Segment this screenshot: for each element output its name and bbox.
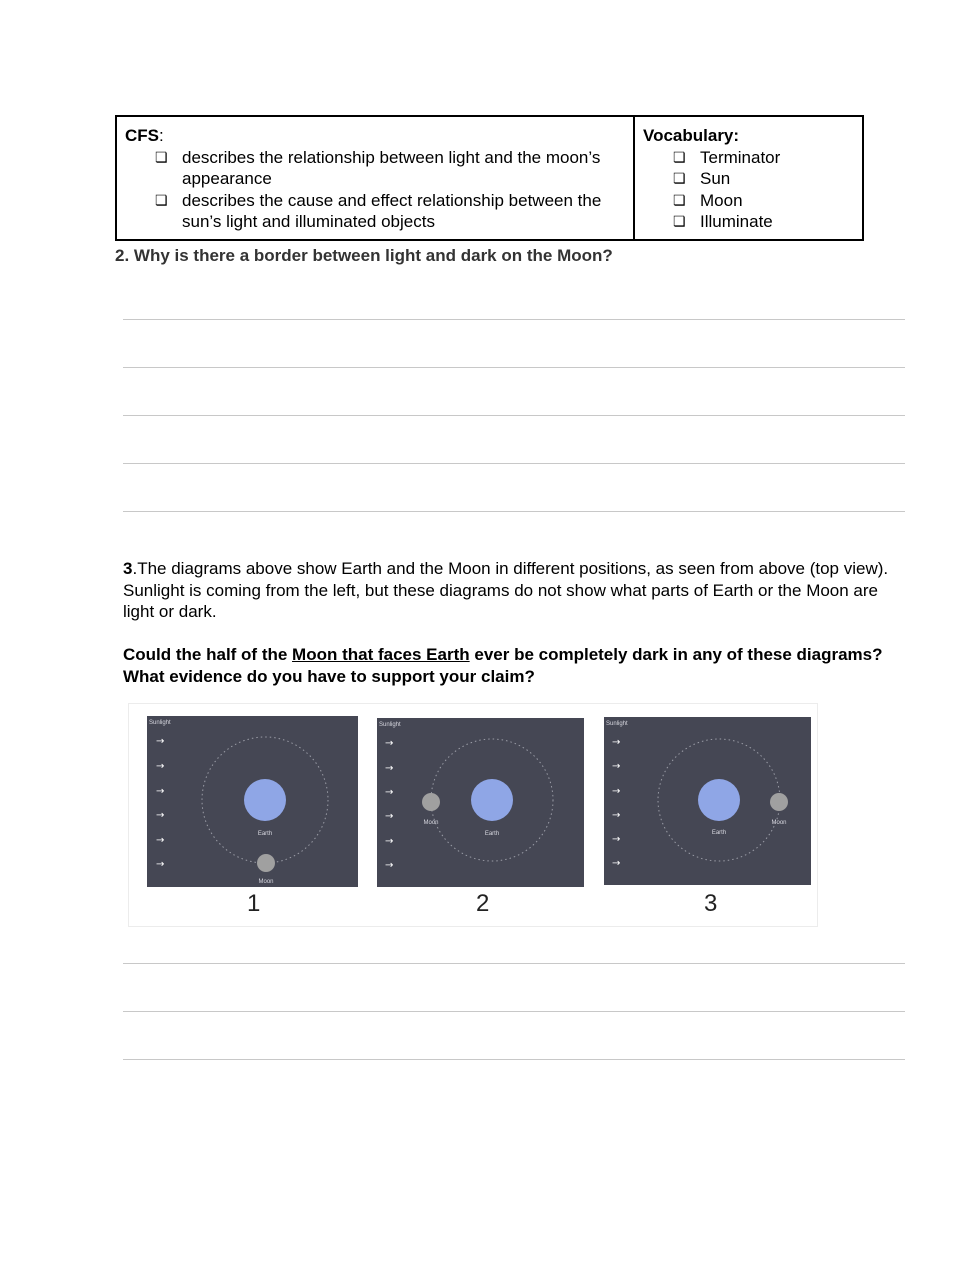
earth bbox=[698, 779, 740, 821]
sunlight-arrow-icon: → bbox=[385, 811, 394, 822]
vocabulary-column bbox=[635, 117, 862, 239]
earth-moon-diagrams bbox=[128, 703, 818, 927]
vocabulary-list bbox=[643, 147, 862, 233]
question-3: 3.The diagrams above show Earth and the Moon in different positions, as seen from above (top view). Sunlight is coming from the left, but these diagrams do not show what parts of Earth or the Moon are light or dark. bbox=[123, 559, 889, 622]
earth bbox=[244, 779, 286, 821]
moon-label: Moon bbox=[258, 879, 274, 885]
cfs-criterion: ❏ describes the cause and effect relationship between the sun’s light and illuminated objects bbox=[155, 190, 602, 231]
sunlight-arrow-icon: → bbox=[156, 736, 165, 747]
diagram-number: 3 bbox=[704, 890, 718, 917]
sunlight-arrow-icon: → bbox=[156, 835, 165, 846]
answer-line[interactable] bbox=[123, 511, 905, 512]
sunlight-arrow-icon: → bbox=[385, 763, 394, 774]
diagram-number: 2 bbox=[476, 890, 490, 917]
vocabulary-item: ❏ Illuminate bbox=[673, 212, 773, 231]
sunlight-arrow-icon: → bbox=[612, 834, 621, 845]
checkbox-icon[interactable]: ❏ bbox=[673, 148, 686, 165]
question-3-prompt: Could the half of the Moon that faces Earth ever be completely dark in any of these diagrams? What evidence do you have to support your claim? bbox=[123, 645, 883, 686]
sunlight-arrow-icon: → bbox=[612, 858, 621, 869]
vocabulary-item: ❏ Moon bbox=[673, 190, 743, 210]
moon bbox=[422, 793, 440, 811]
moon bbox=[770, 793, 788, 811]
answer-line[interactable] bbox=[123, 963, 905, 964]
sunlight-arrow-icon: → bbox=[385, 787, 394, 798]
sunlight-arrow-icon: → bbox=[156, 859, 165, 870]
earth bbox=[471, 779, 513, 821]
answer-line[interactable] bbox=[123, 367, 905, 368]
sunlight-arrow-icon: → bbox=[156, 786, 165, 797]
moon-label: Moon bbox=[423, 820, 439, 826]
diagram-panel-3 bbox=[604, 717, 811, 917]
checkbox-icon[interactable]: ❏ bbox=[155, 148, 168, 165]
earth-label: Earth bbox=[484, 831, 500, 837]
sunlight-arrow-icon: → bbox=[156, 761, 165, 772]
checkbox-icon[interactable]: ❏ bbox=[673, 191, 686, 208]
answer-line[interactable] bbox=[123, 319, 905, 320]
sunlight-arrow-icon: → bbox=[385, 738, 394, 749]
answer-line[interactable] bbox=[123, 1011, 905, 1012]
vocabulary-item: ❏ Sun bbox=[673, 169, 731, 188]
checkbox-icon[interactable]: ❏ bbox=[673, 213, 686, 229]
sunlight-label: Sunlight bbox=[149, 720, 171, 726]
cfs-table bbox=[115, 115, 864, 241]
sunlight-arrow-icon: → bbox=[612, 786, 621, 797]
sunlight-arrow-icon: → bbox=[385, 860, 394, 871]
vocabulary-heading: Vocabulary: bbox=[643, 126, 740, 145]
checkbox-icon[interactable]: ❏ bbox=[673, 170, 686, 186]
moon-label: Moon bbox=[771, 820, 787, 826]
cfs-column bbox=[117, 117, 635, 239]
diagram-number: 1 bbox=[247, 890, 261, 917]
question-2: 2. Why is there a border between light and dark on the Moon? bbox=[115, 246, 613, 265]
sunlight-arrow-icon: → bbox=[385, 836, 394, 847]
cfs-criterion: ❏ describes the relationship between light and the moon’s appearance bbox=[155, 147, 601, 188]
diagram-panel-2 bbox=[377, 718, 584, 917]
sunlight-arrow-icon: → bbox=[612, 761, 621, 772]
answer-line[interactable] bbox=[123, 463, 905, 464]
moon bbox=[257, 854, 275, 872]
answer-line[interactable] bbox=[123, 415, 905, 416]
checkbox-icon[interactable]: ❏ bbox=[155, 191, 168, 208]
earth-label: Earth bbox=[257, 831, 273, 837]
earth-label: Earth bbox=[711, 830, 727, 836]
sunlight-label: Sunlight bbox=[606, 721, 628, 727]
cfs-heading: CFS: bbox=[125, 126, 164, 145]
cfs-criteria-list bbox=[125, 147, 633, 233]
vocabulary-item: ❏ Terminator bbox=[673, 147, 781, 167]
sunlight-label: Sunlight bbox=[379, 722, 401, 728]
diagram-panel-1 bbox=[147, 716, 358, 917]
sunlight-arrow-icon: → bbox=[612, 810, 621, 821]
sunlight-arrow-icon: → bbox=[612, 737, 621, 748]
sunlight-arrow-icon: → bbox=[156, 810, 165, 821]
answer-line[interactable] bbox=[123, 1059, 905, 1060]
